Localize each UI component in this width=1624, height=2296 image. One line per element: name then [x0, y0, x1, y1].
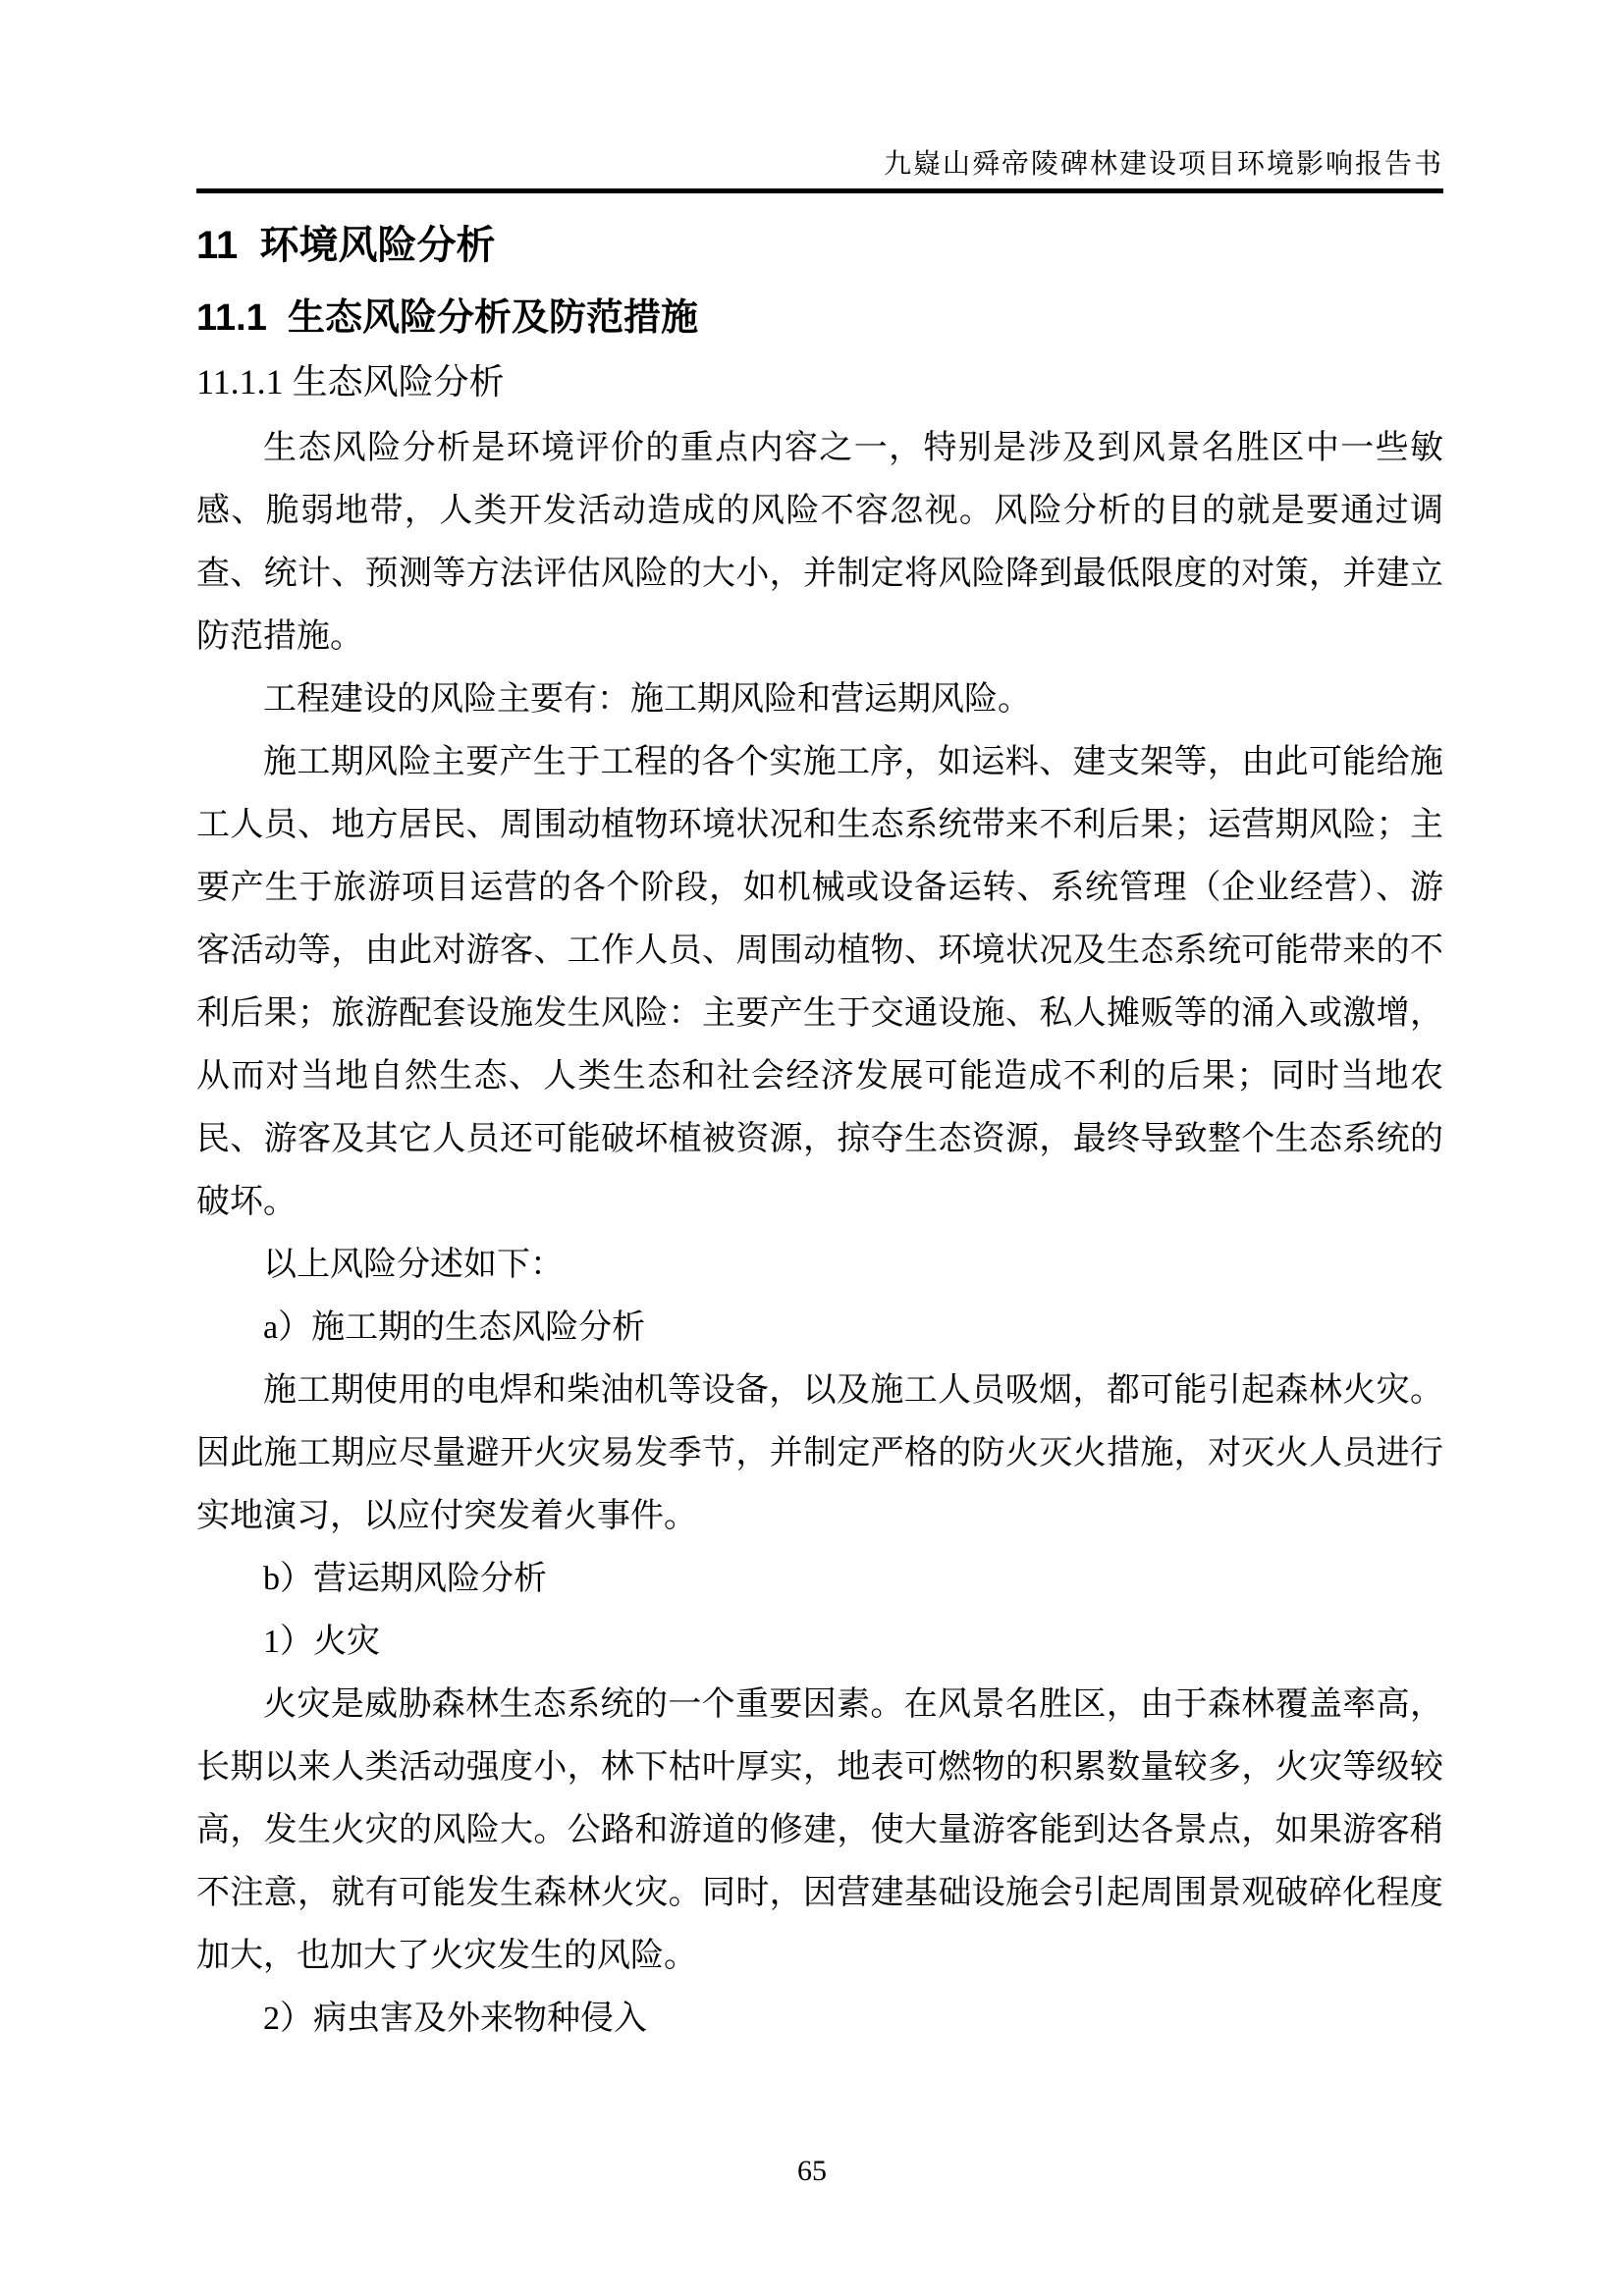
item-2-pest-invasion-heading: 2）病虫害及外来物种侵入 [263, 2001, 647, 2037]
paragraph-construction-fire-risk: 施工期使用的电焊和柴油机等设备，以及施工人员吸烟，都可能引起森林火灾。因此施工期应尽量避开火灾易发季节，并制定严格的防火灭火措施，对灭火人员进行实地演习，以应付突发着火事件。 [196, 1372, 1443, 1534]
paragraph-construction-operation-risks: 施工期风险主要产生于工程的各个实施工序，如运料、建支架等，由此可能给施工人员、地方居民、周围动植物环境状况和生态系统带来不利后果；运营期风险；主要产生于旅游项目运营的各个阶段，如机械或设备运转、系统管理（企业经营）、游客活动等，由此对游客、工作人员、周围动植物、环境状况及生态系统可能带来的不利后果；旅游配套设施发生风险：主要产生于交通设施、私人摊贩等的涌入或激增，从而对当地自然生态、人类生态和社会经济发展可能造成不利的后果；同时当地农民、游客及其它人员还可能破坏植被资源，掠夺生态资源，最终导致整个生态系统的破坏。 [196, 744, 1443, 1220]
subsection-heading: 11.1.1 生态风险分析 [196, 362, 505, 401]
item-a-construction-risk-heading: a）施工期的生态风险分析 [263, 1309, 646, 1346]
page-footer [0, 2152, 1624, 2191]
chapter-heading: 11 环境风险分析 [196, 224, 496, 267]
paragraph-risk-list-intro: 以上风险分述如下： [263, 1247, 564, 1283]
header-title: 九嶷山舜帝陵碑林建设项目环境影响报告书 [883, 149, 1443, 180]
item-1-fire-heading: 1）火灾 [263, 1624, 380, 1660]
paragraph-project-risk-types: 工程建设的风险主要有：施工期风险和营运期风险。 [263, 681, 1031, 718]
item-b-operation-risk-heading: b）营运期风险分析 [263, 1561, 547, 1597]
page-header [196, 147, 1443, 193]
paragraph-fire-risk-detail: 火灾是威胁森林生态系统的一个重要因素。在风景名胜区，由于森林覆盖率高，长期以来人类活动强度小，林下枯叶厚实，地表可燃物的积累数量较多，火灾等级较高，发生火灾的风险大。公路和游道的修建，使大量游客能到达各景点，如果游客稍不注意，就有可能发生森林火灾。同时，因营建基础设施会引起周围景观破碎化程度加大，也加大了火灾发生的风险。 [196, 1686, 1443, 1974]
paragraph-risk-overview: 生态风险分析是环境评价的重点内容之一，特别是涉及到风景名胜区中一些敏感、脆弱地带，人类开发活动造成的风险不容忽视。风险分析的目的就是要通过调查、统计、预测等方法评估风险的大小，并制定将风险降到最低限度的对策，并建立防范措施。 [196, 430, 1443, 655]
document-body [196, 221, 1443, 2051]
page-number: 65 [797, 2155, 827, 2187]
section-heading: 11.1 生态风险分析及防范措施 [196, 297, 698, 339]
